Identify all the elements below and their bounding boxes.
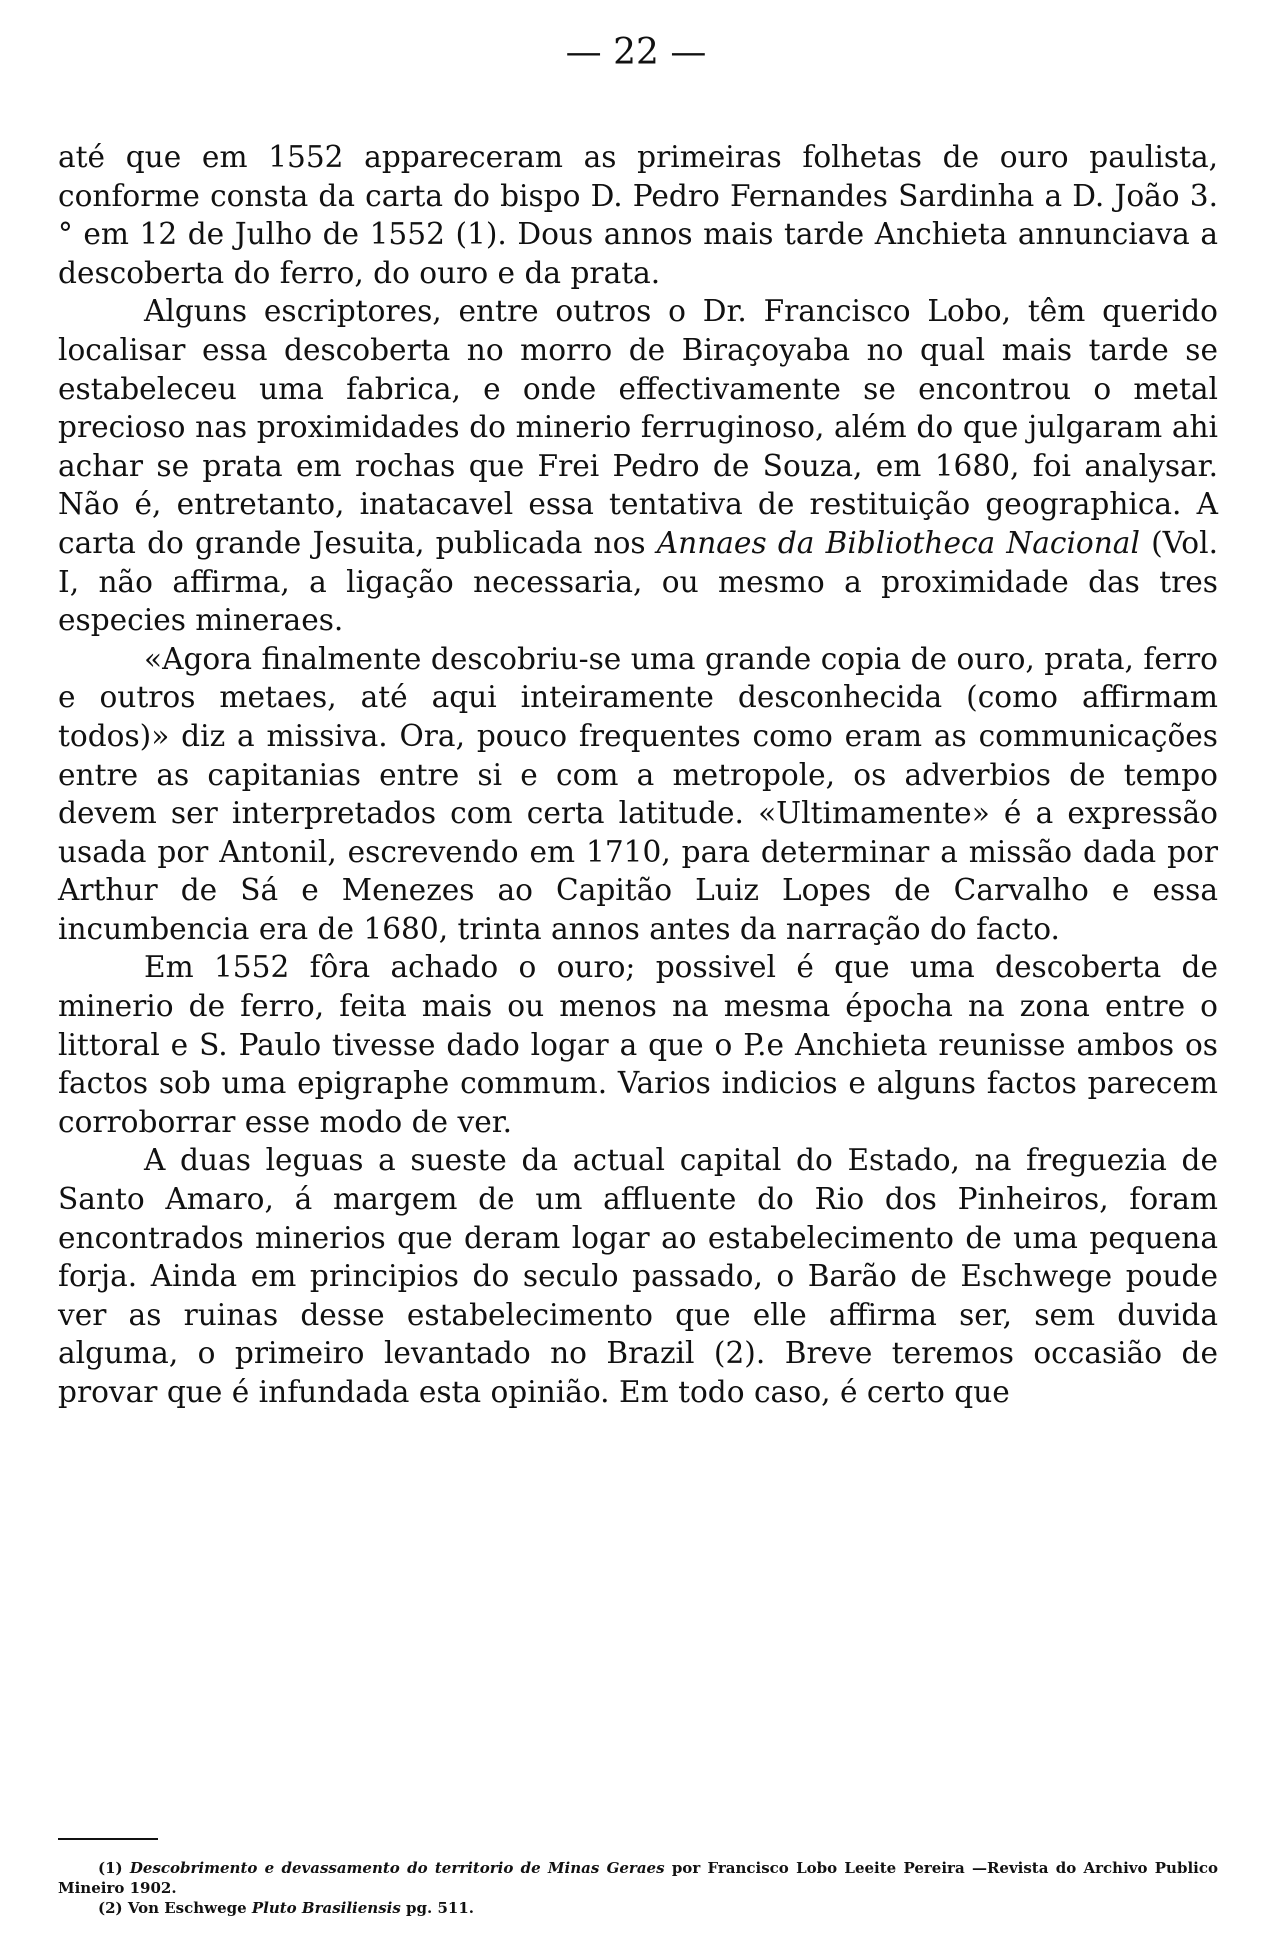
paragraph: Alguns escriptores, entre outros o Dr. Francisco Lobo, têm querido localisar essa descoberta no morro de Biraçoyaba no qual mais tarde se estabeleceu uma fabrica, e onde effectivamente se encontrou o metal precioso nas proximidades do minerio ferruginoso, além do que julgaram ahi achar se prata em rochas que Frei Pedro de Souza, em 1680, foi analysar. Não é, entretanto, inatacavel essa tentativa de restituição geographica. A carta do grande Jesuita, publicada nos Annaes da Bibliotheca Nacional (Vol. I, não affirma, a ligação necessaria, ou mesmo a proximidade das tres especies mineraes. — [58, 294, 1218, 638]
footnote: (2) Von Eschwege Pluto Brasiliensis pg. 511. — [98, 1899, 474, 1917]
italic-title: Descobrimento e devassamento do territorio de Minas Geraes — [129, 1859, 665, 1877]
paragraph: até que em 1552 appareceram as primeiras folhetas de ouro paulista, conforme consta da carta do bispo D. Pedro Fernandes Sardinha a D. João 3.° em 12 de Julho de 1552 (1). Dous annos mais tarde Anchieta annunciava a descoberta do ferro, do ouro e da prata. — [58, 140, 1218, 290]
body-text — [58, 138, 1218, 1412]
paragraph: A duas leguas a sueste da actual capital do Estado, na freguezia de Santo Amaro, á margem de um affluente do Rio dos Pinheiros, foram encontrados minerios que deram logar ao estabelecimento de uma pequena forja. Ainda em principios do seculo passado, o Barão de Eschwege poude ver as ruinas desse estabelecimento que elle affirma ser, sem duvida alguma, o primeiro levantado no Brazil (2). Breve teremos occasião de provar que é infundada esta opinião. Em todo caso, é certo que — [58, 1143, 1218, 1409]
footnote-divider — [58, 1838, 158, 1840]
paragraph: «Agora finalmente descobriu-se uma grande copia de ouro, prata, ferro e outros metaes, até aqui inteiramente desconhecida (como affirmam todos)» diz a missiva. Ora, pouco frequentes como eram as communicações entre as capitanias entre si e com a metropole, os adverbios de tempo devem ser interpretados com certa latitude. «Ultimamente» é a expressão usada por Antonil, escrevendo em 1710, para determinar a missão dada por Arthur de Sá e Menezes ao Capitão Luiz Lopes de Carvalho e essa incumbencia era de 1680, trinta annos antes da narração do facto. — [58, 641, 1218, 946]
italic-title: Pluto Brasiliensis — [251, 1899, 401, 1917]
italic-title: Annaes da Bibliotheca Nacional — [656, 525, 1140, 560]
paragraph: Em 1552 fôra achado o ouro; possivel é que uma descoberta de minerio de ferro, feita mais ou menos na mesma épocha na zona entre o littoral e S. Paulo tivesse dado logar a que o P.e Anchieta reunisse ambos os factos sob uma epigraphe commum. Varios indicios e alguns factos parecem corroborrar esse modo de ver. — [58, 950, 1218, 1139]
page-number: — 22 — — [565, 32, 707, 73]
footnote: (1) Descobrimento e devassamento do territorio de Minas Geraes por Francisco Lobo Leeite Pereira —Revista do Archivo Publico Mineiro 1902. — [58, 1859, 1218, 1897]
footnotes — [58, 1858, 1218, 1918]
